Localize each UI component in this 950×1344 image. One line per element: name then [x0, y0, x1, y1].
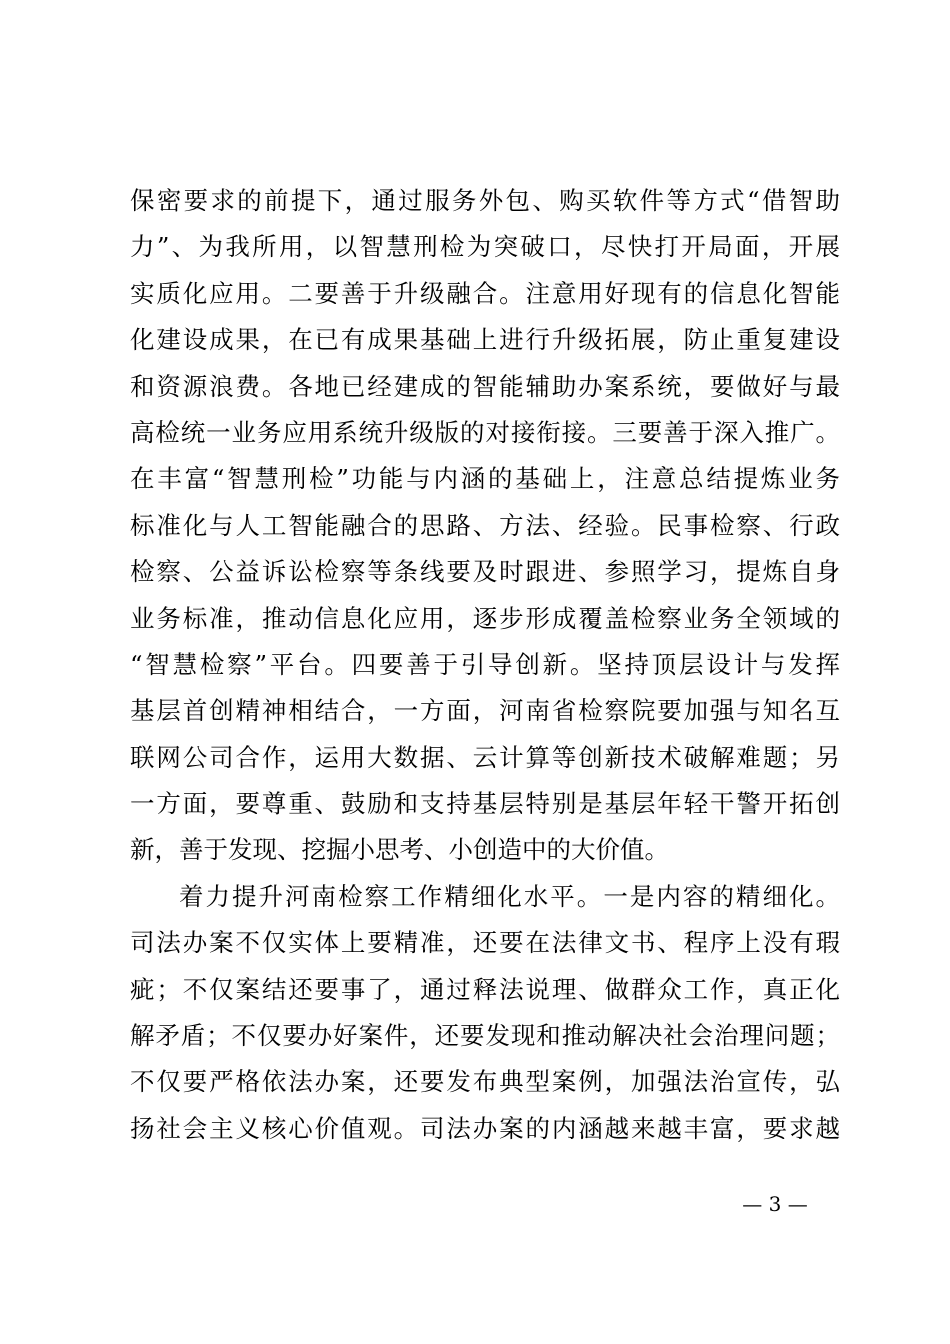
paragraph-line: 一方面，要尊重、鼓励和支持基层特别是基层年轻干警开拓创: [130, 789, 840, 819]
paragraph-line: 解矛盾；不仅要办好案件，还要发现和推动解决社会治理问题；: [130, 1021, 840, 1051]
paragraph-line: 着力提升河南检察工作精细化水平。一是内容的精细化。: [179, 881, 840, 911]
paragraph-line: 疵；不仅案结还要事了，通过释法说理、做群众工作，真正化: [130, 974, 840, 1004]
paragraph-line: 高检统一业务应用系统升级版的对接衔接。三要善于深入推广。: [130, 417, 840, 447]
paragraph-line: 保密要求的前提下，通过服务外包、购买软件等方式“借智助: [130, 186, 840, 215]
paragraph-line: 司法办案不仅实体上要精准，还要在法律文书、程序上没有瑕: [130, 928, 840, 958]
paragraph-line: 在丰富“智慧刑检”功能与内涵的基础上，注意总结提炼业务: [130, 464, 840, 494]
paragraph-line: 基层首创精神相结合，一方面，河南省检察院要加强与知名互: [130, 696, 840, 726]
paragraph-line: 力”、为我所用，以智慧刑检为突破口，尽快打开局面，开展: [130, 232, 840, 262]
paragraph-line: 联网公司合作，运用大数据、云计算等创新技术破解难题；另: [130, 742, 840, 772]
paragraph-line: 化建设成果，在已有成果基础上进行升级拓展，防止重复建设: [130, 325, 840, 355]
paragraph-line: “智慧检察”平台。四要善于引导创新。坚持顶层设计与发挥: [130, 649, 840, 679]
paragraph-line: 和资源浪费。各地已经建成的智能辅助办案系统，要做好与最: [130, 371, 840, 401]
paragraph-line: 新，善于发现、挖掘小思考、小创造中的大价值。: [130, 835, 669, 865]
paragraph-line: 扬社会主义核心价值观。司法办案的内涵越来越丰富，要求越: [130, 1113, 840, 1143]
paragraph-line: 检察、公益诉讼检察等条线要及时跟进、参照学习，提炼自身: [130, 557, 840, 587]
paragraph-line: 实质化应用。二要善于升级融合。注意用好现有的信息化智能: [130, 278, 840, 308]
paragraph-line: 不仅要严格依法办案，还要发布典型案例，加强法治宣传，弘: [130, 1067, 840, 1097]
body-text: [130, 178, 840, 1152]
paragraph-line: 标准化与人工智能融合的思路、方法、经验。民事检察、行政: [130, 510, 840, 540]
paragraph-line: 业务标准，推动信息化应用，逐步形成覆盖检察业务全领域的: [130, 603, 840, 633]
page-number: — 3 —: [742, 1192, 808, 1216]
